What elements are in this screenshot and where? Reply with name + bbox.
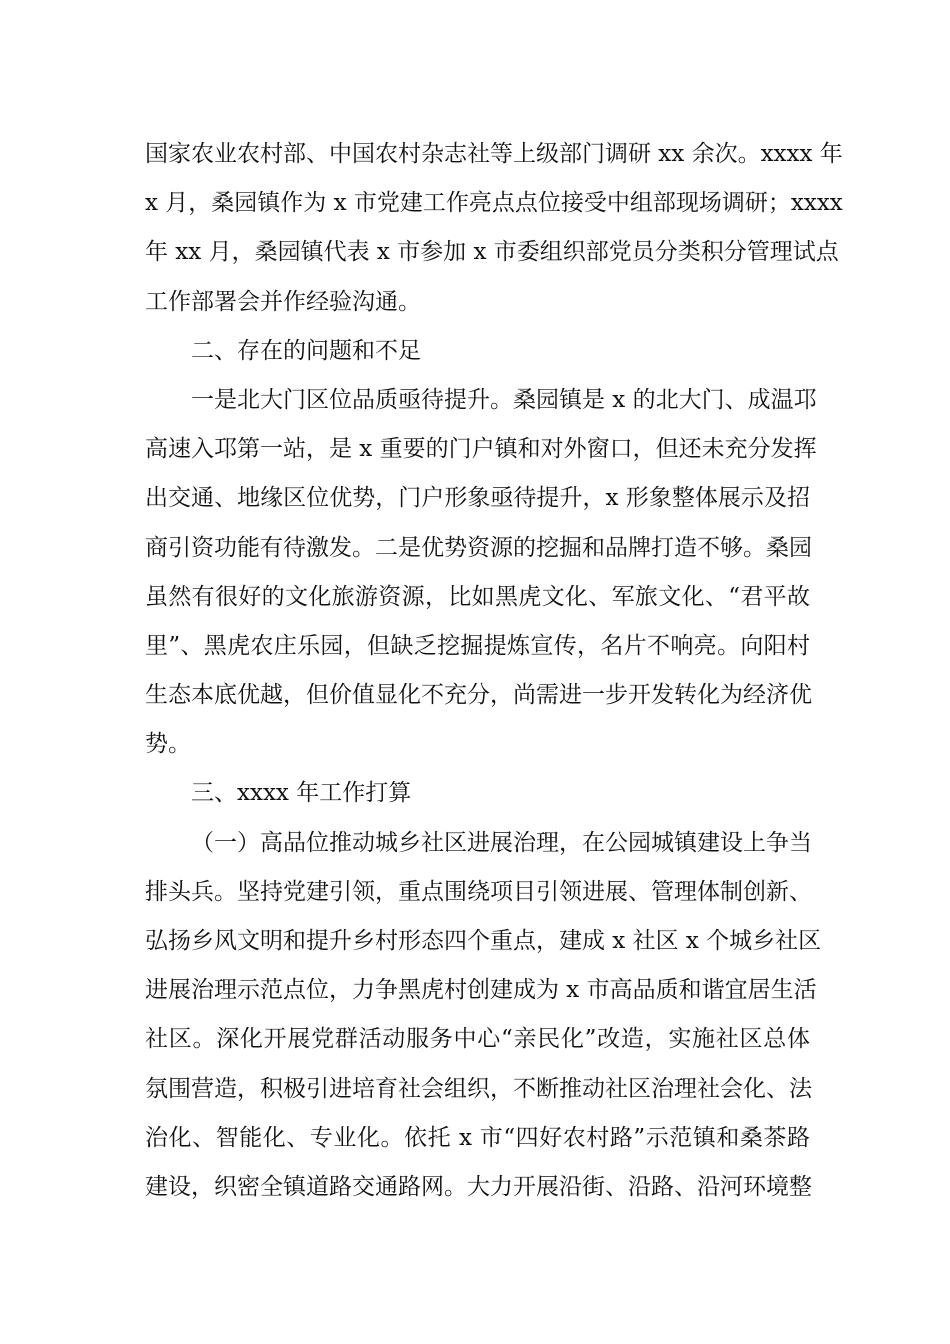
paragraph-line: 社区。深化开展党群活动服务中心“亲民化”改造，实施社区总体 bbox=[145, 1026, 810, 1053]
paragraph-first-line: （一）高品位推动城乡社区进展治理，在公园城镇建设上争当 bbox=[191, 829, 812, 856]
document-body bbox=[145, 130, 843, 1212]
paragraph-line: 建设，织密全镇道路交通路网。大力开展沿街、沿路、沿河环境整 bbox=[145, 1173, 812, 1200]
paragraph-line: 氛围营造，积极引进培育社会组织，不断推动社区治理社会化、法 bbox=[145, 1075, 812, 1102]
paragraph-line: 生态本底优越，但价值显化不充分，尚需进一步开发转化为经济优 bbox=[145, 682, 812, 709]
paragraph-first-line: 三、xxxx 年工作打算 bbox=[191, 780, 412, 807]
paragraph-line: 排头兵。坚持党建引领，重点围绕项目引领进展、管理体制创新、 bbox=[145, 878, 812, 905]
paragraph-line: 弘扬乡风文明和提升乡村形态四个重点，建成 x 社区 x 个城乡社区 bbox=[145, 928, 822, 954]
paragraph-line: 国家农业农村部、中国农村杂志社等上级部门调研 xx 余次。xxxx 年 bbox=[145, 141, 843, 167]
paragraph-line: 年 xx 月，桑园镇代表 x 市参加 x 市委组织部党员分类积分管理试点 bbox=[145, 239, 839, 266]
paragraph-line: 工作部署会并作经验沟通。 bbox=[145, 288, 421, 315]
paragraph-line: 虽然有很好的文化旅游资源，比如黑虎文化、军旅文化、“君平故 bbox=[145, 583, 810, 610]
paragraph-line: 出交通、地缘区位优势，门户形象亟待提升，x 形象整体展示及招 bbox=[145, 485, 810, 512]
paragraph-line: x 月，桑园镇作为 x 市党建工作亮点点位接受中组部现场调研；xxxx bbox=[145, 190, 843, 217]
paragraph-line: 里”、黑虎农庄乐园，但缺乏挖掘提炼宣传，名片不响亮。向阳村 bbox=[145, 632, 810, 659]
paragraph-line: 进展治理示范点位，力争黑虎村创建成为 x 市高品质和谐宜居生活 bbox=[145, 977, 817, 1004]
paragraph-line: 高速入邛第一站，是 x 重要的门户镇和对外窗口，但还未充分发挥 bbox=[145, 436, 817, 463]
paragraph-line: 商引资功能有待激发。二是优势资源的挖掘和品牌打造不够。桑园 bbox=[145, 534, 812, 561]
paragraph-first-line: 一是北大门区位品质亟待提升。桑园镇是 x 的北大门、成温邛 bbox=[191, 386, 817, 413]
paragraph-line: 势。 bbox=[145, 731, 191, 758]
paragraph-line: 治化、智能化、专业化。依托 x 市“四好农村路”示范镇和桑茶路 bbox=[145, 1124, 810, 1151]
paragraph-first-line: 二、存在的问题和不足 bbox=[191, 337, 421, 364]
